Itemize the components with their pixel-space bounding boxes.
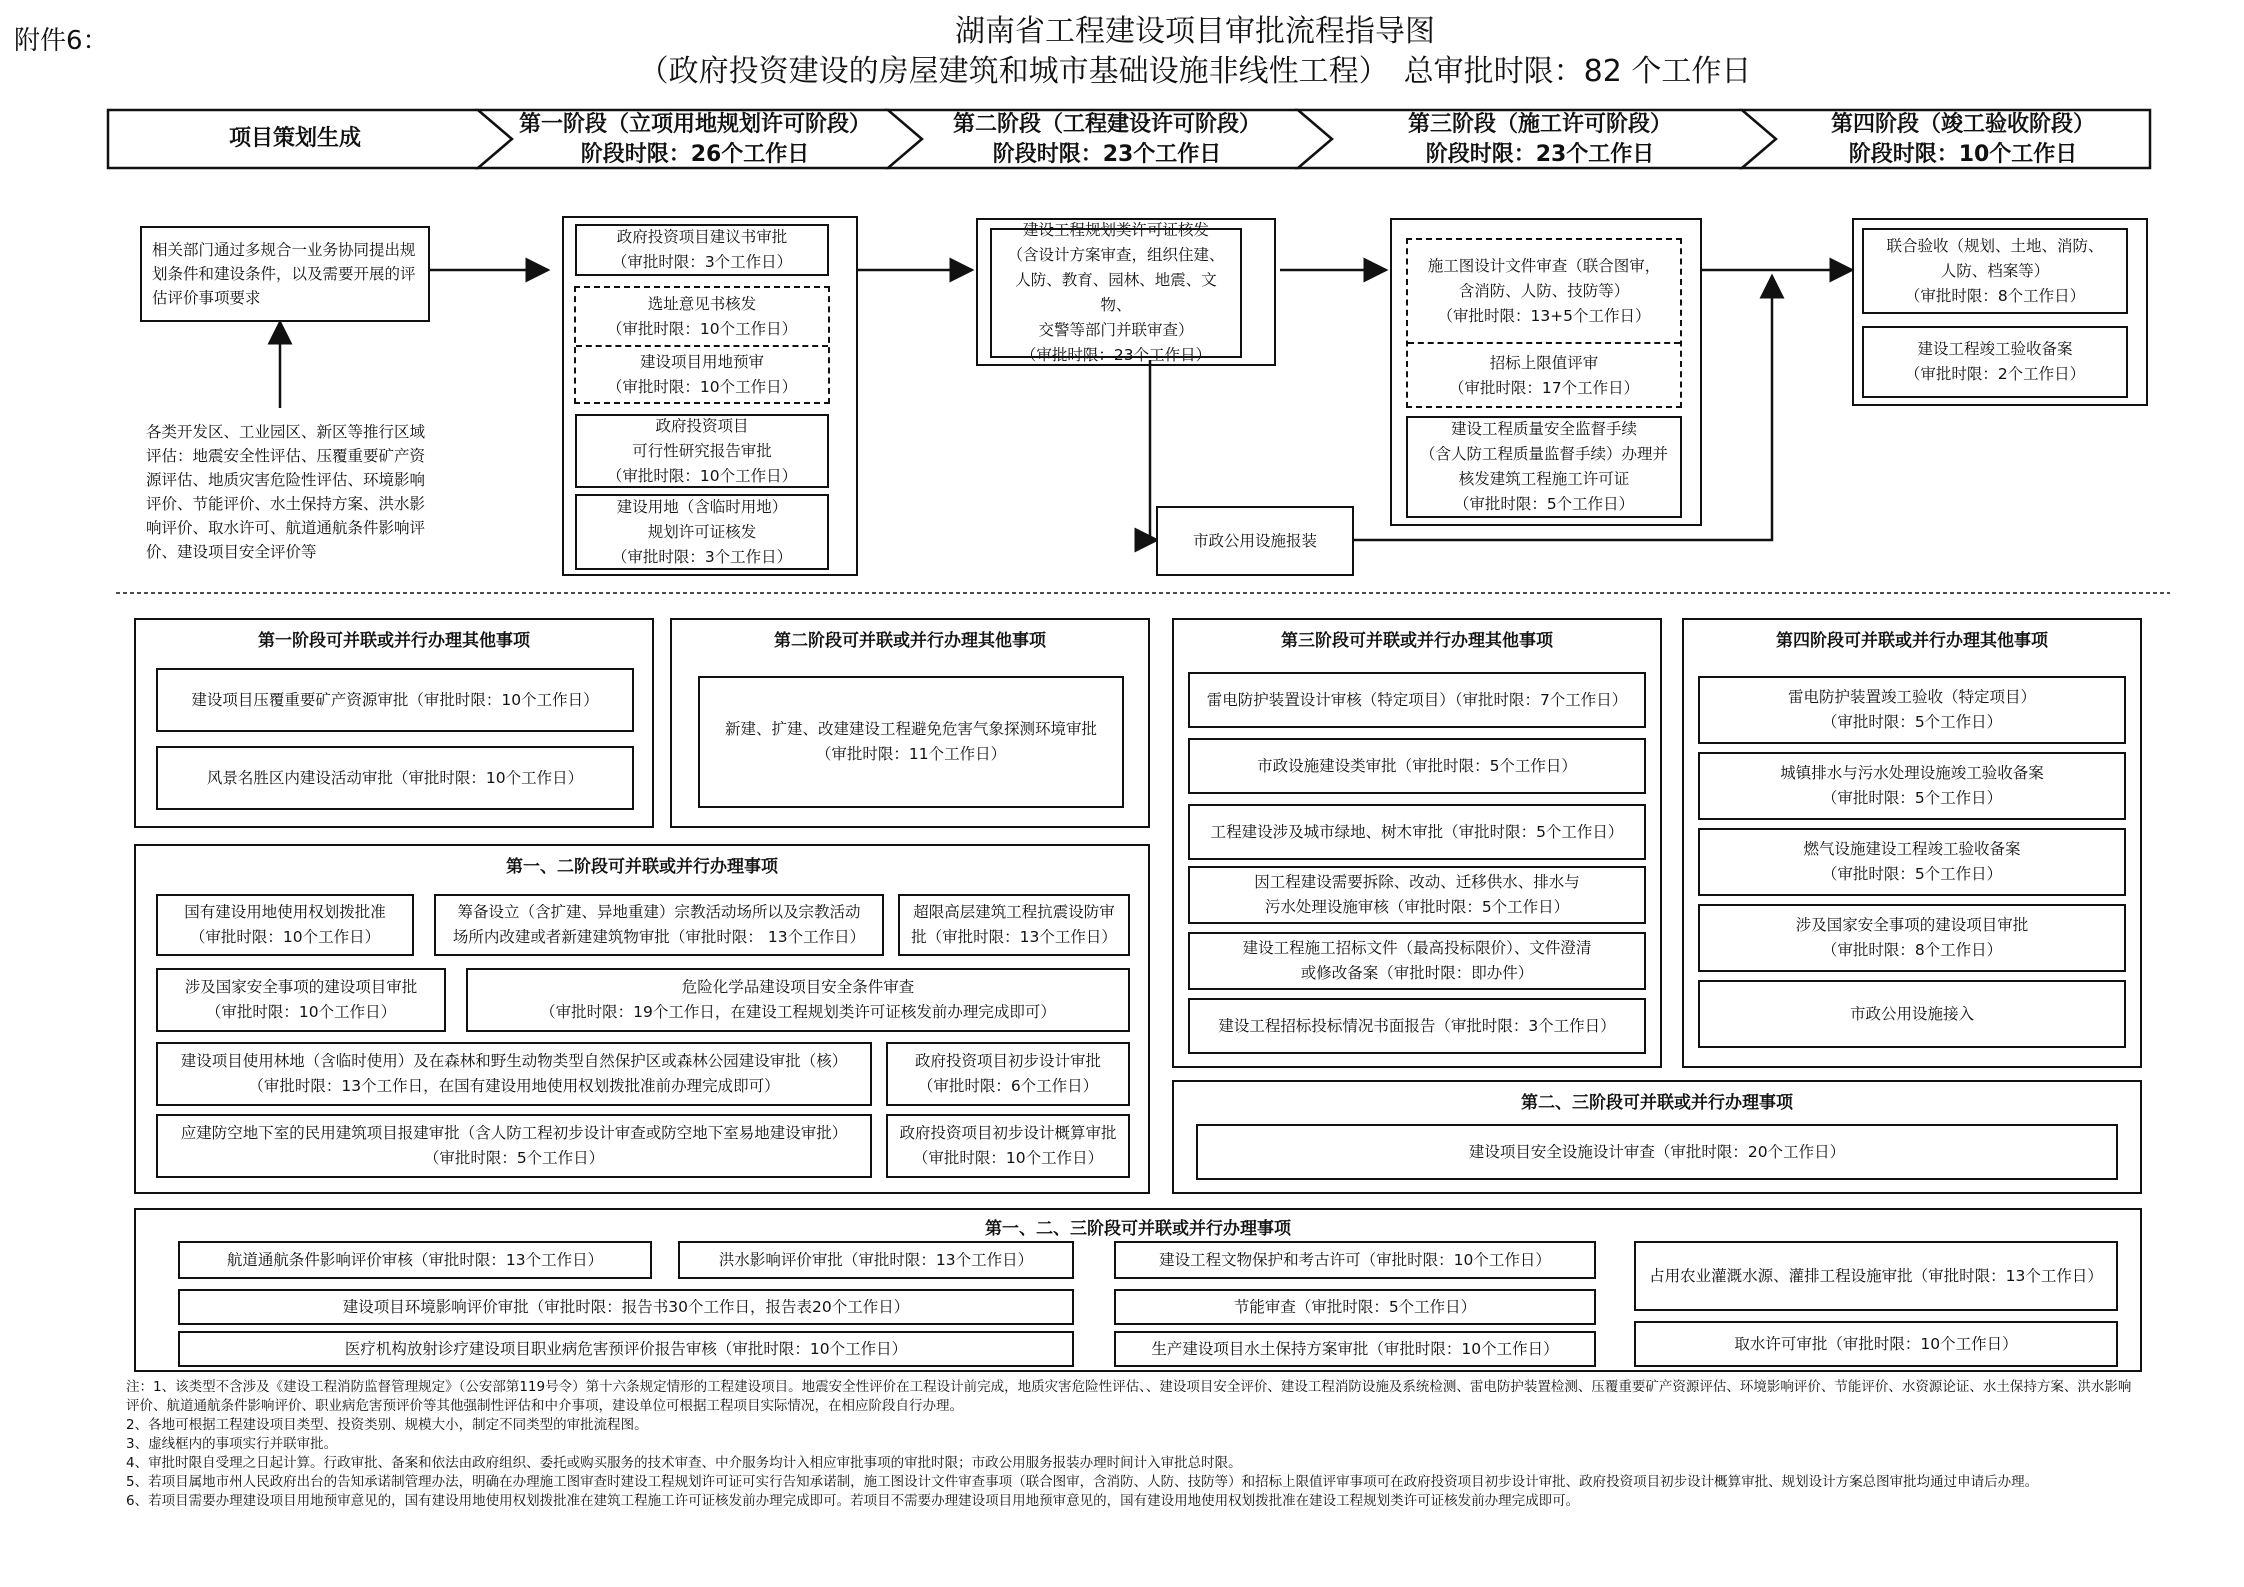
stage-1-label: 第一阶段（立项用地规划许可阶段） <box>518 112 871 137</box>
p12-item-4-l2: （审批时限：19个工作日，在建设工程规划类许可证核发前办理完成即可） <box>540 1003 1056 1021</box>
stage3-item-0 <box>1410 244 1678 338</box>
stage2-time: （审批时限：23个工作日） <box>1020 346 1212 364</box>
stage3-item-2-time: （审批时限：5个工作日） <box>1453 495 1635 513</box>
p123-item-1: 洪水影响评价审批（审批时限：13个工作日） <box>678 1241 1074 1279</box>
p12-item-1-l2: 场所内改建或者新建建筑物审批（审批时限： 13个工作日） <box>452 928 866 946</box>
p3-item-2 <box>1188 804 1646 860</box>
stage-3-time: 阶段时限：23个工作日 <box>1425 142 1655 167</box>
p2-title: 第二阶段可并联或并行办理其他事项 <box>774 631 1046 651</box>
stage1-item-1-name: 选址意见书核发 <box>647 295 757 313</box>
stage2-detail3: 交警等部门并联审查） <box>1038 321 1194 339</box>
stage-0-label: 项目策划生成 <box>228 126 361 151</box>
stage2-name: 建设工程规划类许可证核发 <box>1022 221 1209 239</box>
p4-item-1-l2: （审批时限：5个工作日） <box>1821 789 2003 807</box>
stage1-item-0 <box>575 224 829 276</box>
stage1-item-0-name: 政府投资项目建议书审批 <box>616 228 788 246</box>
attachment-label: 附件6： <box>14 26 109 56</box>
p12-item-0 <box>156 894 414 956</box>
stage3-item-2-name2: （含人防工程质量监督手续）办理并 <box>1419 445 1668 463</box>
p123-item-7: 生产建设项目水土保持方案审批（审批时限：10个工作日） <box>1114 1331 1596 1367</box>
p4-item-3-l1: 涉及国家安全事项的建设项目审批 <box>1795 916 2029 934</box>
p12-item-1 <box>434 894 884 956</box>
p4-item-3-l2: （审批时限：8个工作日） <box>1821 941 2003 959</box>
p23-item: 建设项目安全设施设计审查（审批时限：20个工作日） <box>1196 1124 2118 1180</box>
p12-item-3 <box>156 968 446 1032</box>
p3-item-1-l1: 市政设施建设类审批（审批时限：5个工作日） <box>1257 756 1577 775</box>
stage1-item-3-name2: 可行性研究报告审批 <box>632 441 772 460</box>
stage3-item-0-name2: 含消防、人防、技防等） <box>1458 281 1630 300</box>
p4-item-2 <box>1698 828 2126 896</box>
p3-title: 第三阶段可并联或并行办理其他事项 <box>1281 631 1553 651</box>
stage4-item-0-name: 联合验收（规划、土地、消防、 <box>1886 236 2104 255</box>
p4-item-0-l2: （审批时限：5个工作日） <box>1821 713 2003 731</box>
p12-item-7-l2: （审批时限：5个工作日） <box>423 1149 605 1167</box>
p123-item-2: 建设工程文物保护和考古许可（审批时限：10个工作日） <box>1114 1241 1596 1279</box>
note-4: 4、审批时限自受理之日起计算。行政审批、备案和依法由政府组织、委托或购买服务的技术审查、中介服务均计入相应审批事项的审批时限；市政公用服务报装办理时间计入审批总时限。 <box>126 1455 1242 1471</box>
stage2-item <box>990 221 1242 364</box>
stage1-item-4-name2: 规划许可证核发 <box>647 522 757 541</box>
stage2-detail1: （含设计方案审查，组织住建、 <box>1007 246 1225 264</box>
p123-item-5: 节能审查（审批时限：5个工作日） <box>1114 1289 1596 1325</box>
p12-item-2-l1: 超限高层建筑工程抗震设防审 <box>913 903 1115 921</box>
stage3-item-2 <box>1406 416 1682 518</box>
stage4-item-0 <box>1862 228 2128 314</box>
p4-item-1 <box>1698 752 2126 820</box>
p12-item-6-l1: 政府投资项目初步设计审批 <box>914 1052 1101 1070</box>
p123-item-6: 医疗机构放射诊疗建设项目职业病危害预评价报告审核（审批时限：10个工作日） <box>178 1331 1074 1367</box>
municipal-box: 市政公用设施报装 <box>1156 506 1354 576</box>
p123-item-0: 航道通航条件影响评价审核（审批时限：13个工作日） <box>178 1241 652 1279</box>
stage-3-label: 第三阶段（施工许可阶段） <box>1407 112 1672 137</box>
planning-coordination-text: 相关部门通过多规合一业务协同提出规划条件和建设条件，以及需要开展的评估评价事项要求 <box>152 241 416 307</box>
p3-item-3-l2: 污水处理设施审核（审批时限：5个工作日） <box>1264 898 1570 916</box>
p3-item-4-l2: 或修改备案（审批时限：即办件） <box>1300 964 1534 982</box>
stage1-item-2-name: 建设项目用地预审 <box>639 353 764 371</box>
p12-item-7 <box>156 1114 872 1178</box>
p12-item-8-l2: （审批时限：10个工作日） <box>912 1149 1104 1167</box>
p12-title: 第一、二阶段可并联或并行办理事项 <box>506 857 778 877</box>
p4-item-2-l2: （审批时限：5个工作日） <box>1821 865 2003 883</box>
stage2-detail2: 人防、教育、园林、地震、文物、 <box>1015 271 1217 314</box>
p123-item-4: 建设项目环境影响评价审批（审批时限：报告书30个工作日，报告表20个工作日） <box>178 1289 1074 1325</box>
p4-title: 第四阶段可并联或并行办理其他事项 <box>1776 631 2048 651</box>
p4-item-4 <box>1698 980 2126 1048</box>
p3-item-1 <box>1188 738 1646 794</box>
stage-2-label: 第二阶段（工程建设许可阶段） <box>952 112 1261 137</box>
p12-item-8 <box>886 1114 1130 1178</box>
p12-item-4 <box>466 968 1130 1032</box>
stage4-item-1-time: （审批时限：2个工作日） <box>1904 365 2086 383</box>
stage1-item-4-name: 建设用地（含临时用地） <box>616 497 788 516</box>
stage4-item-0-name2: 人防、档案等） <box>1940 261 2050 280</box>
p12-item-8-l1: 政府投资项目初步设计概算审批 <box>899 1124 1117 1142</box>
p4-item-0 <box>1698 676 2126 744</box>
stage1-item-3 <box>575 414 829 488</box>
p123-title: 第一、二、三阶段可并联或并行办理事项 <box>985 1219 1291 1239</box>
p3-item-3-l1: 因工程建设需要拆除、改动、迁移供水、排水与 <box>1254 873 1580 891</box>
p4-item-0-l1: 雷电防护装置竣工验收（特定项目） <box>1787 688 2036 706</box>
p3-item-5 <box>1188 998 1646 1054</box>
stage-1-time: 阶段时限：26个工作日 <box>580 142 810 167</box>
p12-item-6-l2: （审批时限：6个工作日） <box>917 1077 1099 1095</box>
note-1: 注：1、该类型不含涉及《建设工程消防监督管理规定》（公安部第119号令）第十六条规定情形的工程建设项目。地震安全性评价在工程设计前完成，地质灾害危险性评估、、建设项目安全评价、建设工程消防设施及系统检测、雷电防护装置检测、压覆重要矿产资源评估、环境影响评价、节能评价、水资源论证、水土保持方案、洪水影响评价、航道通航条件影响评价、职业病危害预评价等其他强制性评估和中介事项，建设单位可根据工程项目实际情况，在相应阶段自行办理。 <box>126 1379 2132 1414</box>
p3-item-0 <box>1188 672 1646 728</box>
stage4-item-0-time: （审批时限：8个工作日） <box>1904 286 2086 305</box>
p12-item-7-l1: 应建防空地下室的民用建筑项目报建审批（含人防工程初步设计审查或防空地下室易地建设审批） <box>180 1124 848 1142</box>
p3-item-2-l1: 工程建设涉及城市绿地、树木审批（审批时限：5个工作日） <box>1210 822 1624 841</box>
p12-item-0-l1: 国有建设用地使用权划拨批准 <box>184 903 386 921</box>
stage4-item-1 <box>1862 326 2128 398</box>
stage3-item-2-name3: 核发建筑工程施工许可证 <box>1458 470 1630 488</box>
stage1-item-0-time: （审批时限：3个工作日） <box>611 253 793 271</box>
p12-item-5 <box>156 1042 872 1106</box>
planning-coordination-box <box>140 226 430 322</box>
planning-regional-text: 各类开发区、工业园区、新区等推行区域评估：地震安全性评估、压覆重要矿产资源评估、地质灾害危险性评估、环境影响评价、节能评价、水土保持方案、洪水影响评价、取水许可、航道通航条件影响评价、建设项目安全评价等 <box>146 423 426 561</box>
stage1-item-4-time: （审批时限：3个工作日） <box>611 547 793 566</box>
note-6: 6、若项目需要办理建设项目用地预审意见的，国有建设用地使用权划拨批准在建筑工程施工许可证核发前办理完成即可。若项目不需要办理建设项目用地预审意见的，国有建设用地使用权划拨批准在建设工程规划类许可证核发前办理完成即可。 <box>126 1493 1580 1509</box>
stage-4-label: 第四阶段（竣工验收阶段） <box>1830 112 2095 137</box>
p2-item <box>698 676 1124 808</box>
p3-item-3 <box>1188 866 1646 924</box>
stage3-item-1-time: （审批时限：17个工作日） <box>1448 379 1640 397</box>
p12-item-1-l1: 筹备设立（含扩建、异地重建）宗教活动场所以及宗教活动 <box>457 903 861 921</box>
p12-item-4-l1: 危险化学品建设项目安全条件审查 <box>681 978 915 996</box>
stage4-item-1-name: 建设工程竣工验收备案 <box>1917 340 2073 358</box>
note-5: 5、若项目属地市州人民政府出台的告知承诺制管理办法，明确在办理施工图审查时建设工程规划许可证可实行告知承诺制，施工图设计文件审查事项（联合图审，含消防、人防、技防等）和招标上限值评审事项可在政府投资项目初步设计审批、政府投资项目初步设计概算审批、规划设计方案总图审批均通过申请后办理。 <box>126 1474 2039 1490</box>
p12-item-6 <box>886 1042 1130 1106</box>
p3-item-4-l1: 建设工程施工招标文件（最高投标限价）、文件澄清 <box>1242 939 1592 957</box>
p123-item-3: 占用农业灌溉水源、灌排工程设施审批（审批时限：13个工作日） <box>1634 1241 2118 1311</box>
p1-title: 第一阶段可并联或并行办理其他事项 <box>258 631 530 651</box>
note-3: 3、虚线框内的事项实行并联审批。 <box>126 1436 338 1452</box>
p3-item-0-l1: 雷电防护装置设计审核（特定项目）（审批时限：7个工作日） <box>1206 690 1628 709</box>
title-line2: （政府投资建设的房屋建筑和城市基础设施非线性工程） 总审批时限：82 个工作日 <box>638 54 1752 89</box>
stage-2-time: 阶段时限：23个工作日 <box>992 142 1222 167</box>
stage3-item-0-name: 施工图设计文件审查（联合图审， <box>1427 256 1661 275</box>
stage1-item-1 <box>580 292 824 342</box>
p2-item-line2: （审批时限：11个工作日） <box>815 745 1007 763</box>
stage1-item-4 <box>575 494 829 570</box>
p4-item-2-l1: 燃气设施建设工程竣工验收备案 <box>1803 840 2021 858</box>
p4-item-3 <box>1698 904 2126 972</box>
stage3-item-0-time: （审批时限：13+5个工作日） <box>1437 306 1651 325</box>
p3-item-4 <box>1188 932 1646 990</box>
p12-item-2 <box>898 894 1130 956</box>
p23-title: 第二、三阶段可并联或并行办理事项 <box>1521 1093 1793 1113</box>
p12-item-5-l1: 建设项目使用林地（含临时使用）及在森林和野生动物类型自然保护区或森林公园建设审批（核） <box>180 1052 848 1070</box>
p4-item-1-l1: 城镇排水与污水处理设施竣工验收备案 <box>1780 764 2044 782</box>
stage1-item-2-time: （审批时限：10个工作日） <box>606 378 798 396</box>
stage1-item-1-time: （审批时限：10个工作日） <box>606 320 798 338</box>
stage1-item-2 <box>580 350 824 400</box>
note-2: 2、各地可根据工程建设项目类型、投资类别、规模大小，制定不同类型的审批流程图。 <box>126 1417 648 1433</box>
p1-item-1: 风景名胜区内建设活动审批（审批时限：10个工作日） <box>156 746 634 810</box>
p12-item-3-l2: （审批时限：10个工作日） <box>205 1003 397 1021</box>
stage3-item-1 <box>1410 348 1678 404</box>
stage3-dashed-divider <box>1408 342 1680 344</box>
p12-item-3-l1: 涉及国家安全事项的建设项目审批 <box>184 978 418 996</box>
p1-item-0: 建设项目压覆重要矿产资源审批（审批时限：10个工作日） <box>156 668 634 732</box>
stage1-dashed-divider <box>576 345 828 347</box>
stage1-item-3-name: 政府投资项目 <box>655 416 749 435</box>
stage-4-time: 阶段时限：10个工作日 <box>1848 142 2078 167</box>
p2-item-line1: 新建、扩建、改建建设工程避免危害气象探测环境审批 <box>724 720 1097 738</box>
p3-item-5-l1: 建设工程招标投标情况书面报告（审批时限：3个工作日） <box>1218 1016 1616 1035</box>
stage3-item-2-name: 建设工程质量安全监督手续 <box>1450 420 1637 438</box>
p12-item-5-l2: （审批时限：13个工作日，在国有建设用地使用权划拨批准前办理完成即可） <box>248 1077 780 1095</box>
stage3-item-1-name: 招标上限值评审 <box>1489 354 1599 372</box>
stage1-item-3-time: （审批时限：10个工作日） <box>606 466 798 485</box>
p12-item-0-l2: （审批时限：10个工作日） <box>189 928 381 946</box>
p12-item-2-l2: 批（审批时限：13个工作日） <box>911 928 1117 946</box>
p4-item-4-l1: 市政公用设施接入 <box>1849 1004 1974 1023</box>
p123-item-8: 取水许可审批（审批时限：10个工作日） <box>1634 1321 2118 1367</box>
notes <box>126 1378 2136 1511</box>
title-line1: 湖南省工程建设项目审批流程指导图 <box>955 14 1435 49</box>
